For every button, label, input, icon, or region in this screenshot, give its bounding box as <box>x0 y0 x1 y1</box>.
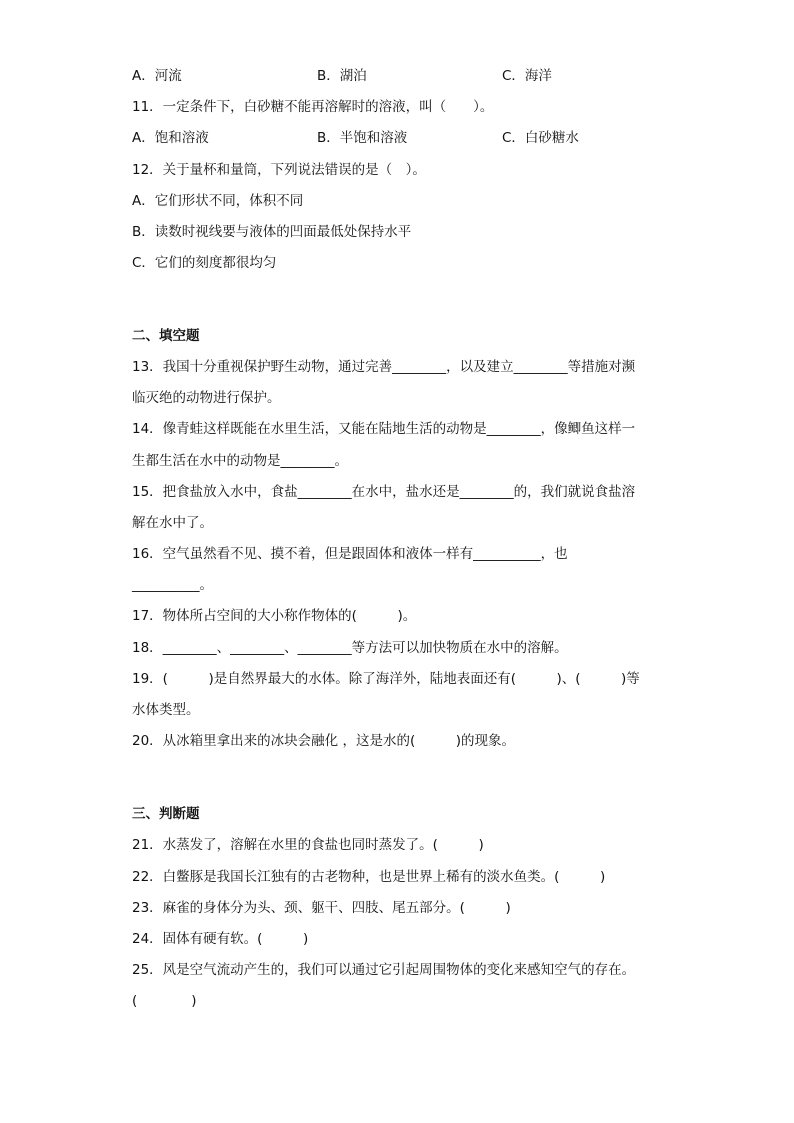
q20: 20．从冰箱里拿出来的冰块会融化 ，这是水的( )的现象。 <box>132 733 516 749</box>
q16-line-1: 16．空气虽然看不见、摸不着，但是跟固体和液体一样有__________，也 <box>132 546 568 562</box>
q14-line-1: 14．像青蛙这样既能在水里生活，又能在陆地生活的动物是________，像鲫鱼这样一 <box>132 421 636 437</box>
q13-line-2: 临灭绝的动物进行保护。 <box>132 390 281 406</box>
q12-stem: 12．关于量杯和量筒，下列说法错误的是（ ）。 <box>132 162 426 178</box>
q25-line-1: 25．风是空气流动产生的，我们可以通过它引起周围物体的变化来感知空气的存在。 <box>132 962 636 978</box>
q15-line-2: 解在水中了。 <box>132 515 213 531</box>
q10-option-c: C．海洋 <box>502 68 552 84</box>
q13-line-1: 13．我国十分重视保护野生动物，通过完善________，以及建立________等措施对濒 <box>132 359 636 375</box>
q22: 22．白鳖豚是我国长江独有的古老物种，也是世界上稀有的淡水鱼类。( ) <box>132 869 606 885</box>
q14-line-2: 生都生活在水中的动物是________。 <box>132 453 348 469</box>
q19-line-2: 水体类型。 <box>132 702 200 718</box>
q12-option-a: A．它们形状不同，体积不同 <box>132 193 304 209</box>
q10-option-b: B．湖泊 <box>317 68 367 84</box>
q23: 23．麻雀的身体分为头、颈、躯干、四肢、尾五部分。( ) <box>132 900 511 916</box>
q21: 21．水蒸发了，溶解在水里的食盐也同时蒸发了。( ) <box>132 837 484 853</box>
q10-option-a: A．河流 <box>132 68 182 84</box>
q15-line-1: 15．把食盐放入水中，食盐________在水中，盐水还是________的，我们就说食盐溶 <box>132 484 636 500</box>
q11-option-a: A．饱和溶液 <box>132 130 209 146</box>
q12-option-b: B．读数时视线要与液体的凹面最低处保持水平 <box>132 224 412 240</box>
q25-line-2: ( ) <box>132 993 197 1009</box>
q17: 17．物体所占空间的大小称作物体的( )。 <box>132 608 417 624</box>
q18: 18．________、________、________等方法可以加快物质在水中的溶解。 <box>132 640 568 656</box>
q24: 24．固体有硬有软。( ) <box>132 931 309 947</box>
q11-option-b: B．半饱和溶液 <box>317 130 408 146</box>
q11-stem: 11．一定条件下，白砂糖不能再溶解时的溶液，叫（ ）。 <box>132 99 494 115</box>
section-title-fill-in: 二、填空题 <box>132 328 200 344</box>
q19-line-1: 19．( )是自然界最大的水体。除了海洋外，陆地表面还有( )、( )等 <box>132 671 640 687</box>
q11-option-c: C．白砂糖水 <box>502 130 579 146</box>
section-title-true-false: 三、判断题 <box>132 806 200 822</box>
q12-option-c: C．它们的刻度都很均匀 <box>132 255 277 271</box>
q16-line-2: __________。 <box>132 577 213 593</box>
